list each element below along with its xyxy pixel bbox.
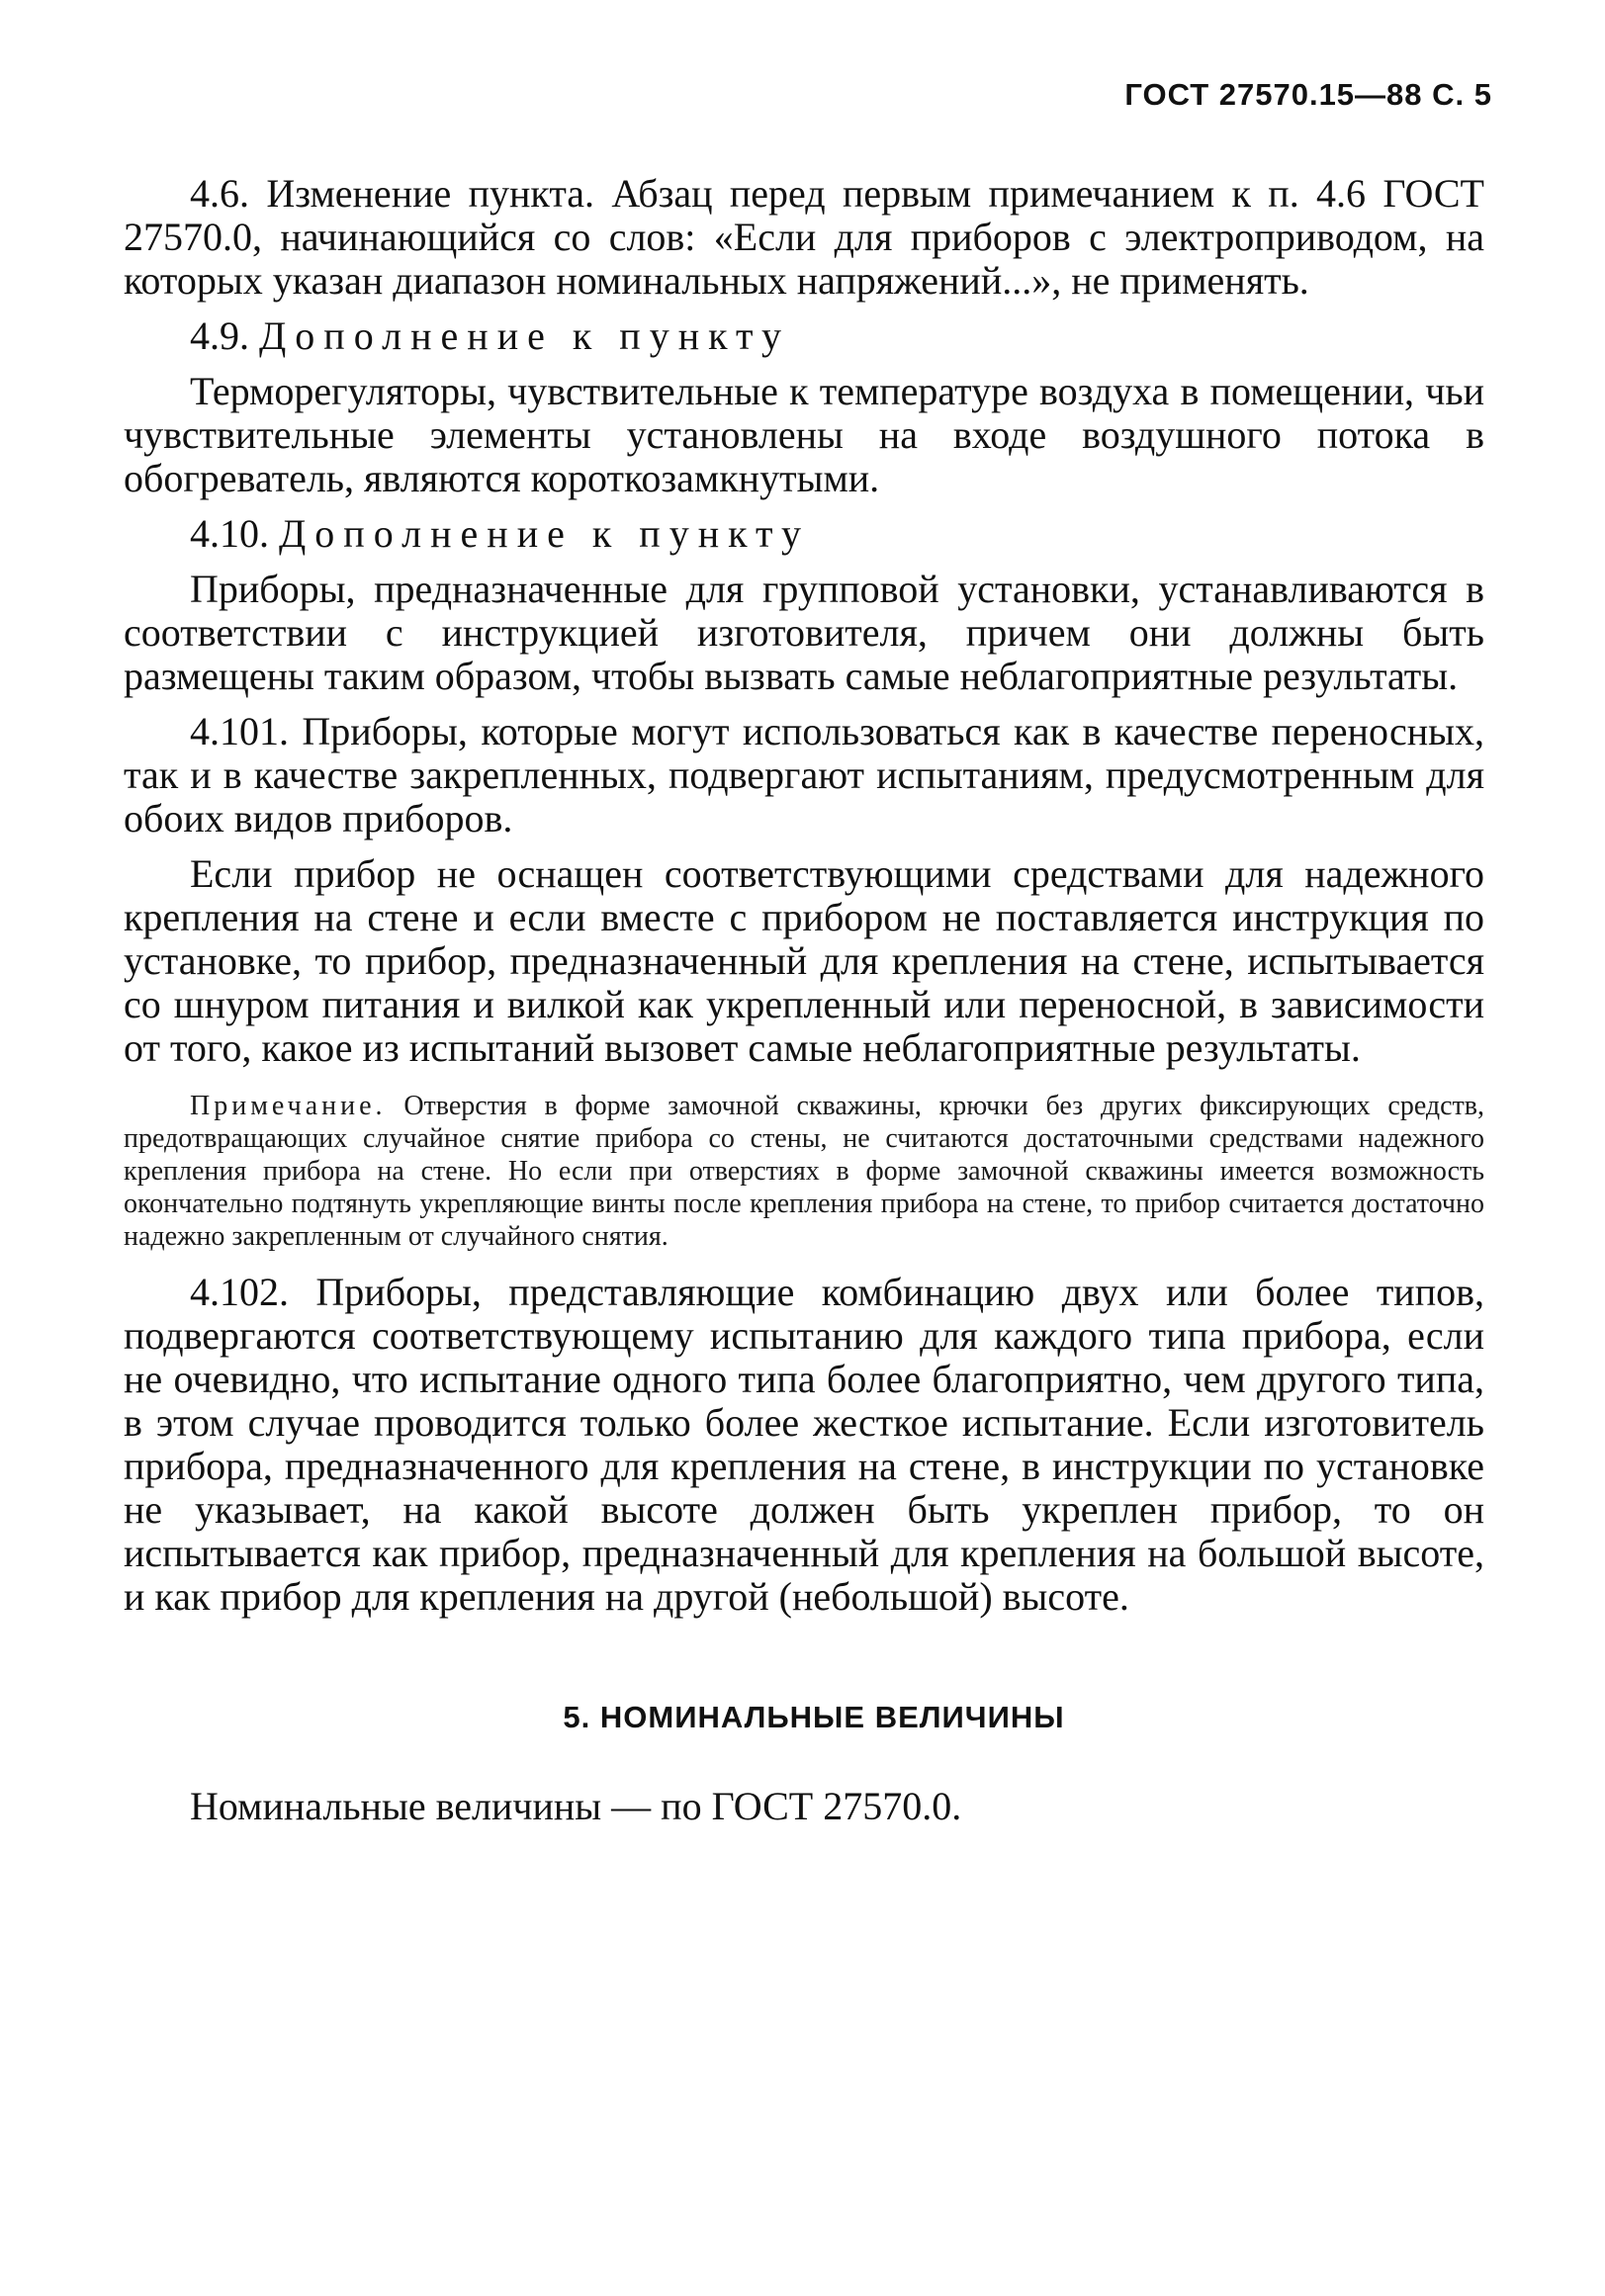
clause-4-9-title: Дополнение к пункту — [259, 313, 790, 358]
paragraph-4-101: 4.101. Приборы, которые могут использоваться как в качестве переносных, так и в качестве закрепленных, подвергают испытаниям, предусмотренным для обоих видов приборов. — [124, 709, 1484, 840]
clause-4-9-number: 4.9. — [190, 313, 249, 358]
note-text: Отверстия в форме замочной скважины, крючки без других фиксирующих средств, предотвращающих случайное снятие прибора со стены, не считаются достаточными средствами надежного крепления прибора на стене. Но если при отверстиях в форме замочной скважины имеется возможность окончательно подтянуть укрепляющие винты после крепления прибора на стене, то прибор считается достаточно надежно закрепленным от случайного снятия. — [124, 1091, 1485, 1252]
paragraph-4-101-continued: Если прибор не оснащен соответствующими средствами для надежного крепления на стене и если вместе с прибором не поставляется инструкция по установке, то прибор, предназначенный для крепления на стене, испытывается со шнуром питания и вилкой как укрепленный или переносной, в зависимости от того, какое из испытаний вызовет самые неблагоприятные результаты. — [124, 851, 1484, 1070]
note-block — [124, 1090, 1484, 1253]
paragraph-4-10: Приборы, предназначенные для групповой установки, устанавливаются в соответствии с инструкцией изготовителя, причем они должны быть размещены таким образом, чтобы вызвать самые неблагоприятные результаты. — [124, 567, 1484, 698]
paragraph-4-6: 4.6. Изменение пункта. Абзац перед первым примечанием к п. 4.6 ГОСТ 27570.0, начинающийся со слов: «Если для приборов с электроприводом, на которых указан диапазон номинальных напряжений...», не применять. — [124, 171, 1484, 303]
paragraph-4-102: 4.102. Приборы, представляющие комбинацию двух или более типов, подвергаются соответствующему испытанию для каждого типа прибора, если не очевидно, что испытание одного типа более благоприятно, чем другого типа, в этом случае проводится только более жесткое испытание. Если изготовитель прибора, предназначенного для крепления на стене, в инструкции по установке не указывает, на какой высоте должен быть укреплен прибор, то он испытывается как прибор, предназначенный для крепления на большой высоте, и как прибор для крепления на другой (небольшой) высоте. — [124, 1270, 1484, 1619]
page-header: ГОСТ 27570.15—88 С. 5 — [1124, 77, 1492, 112]
section-5-text: Номинальные величины — по ГОСТ 27570.0. — [190, 1784, 962, 1828]
clause-4-10-title: Дополнение к пункту — [279, 511, 810, 556]
page-content — [124, 172, 1484, 1828]
paragraph-4-9: Терморегуляторы, чувствительные к температуре воздуха в помещении, чьи чувствительные элементы установлены на входе воздушного потока в обогреватель, являются короткозамкнутыми. — [124, 369, 1484, 500]
clause-4-10-heading — [124, 512, 1484, 556]
clause-4-9-heading — [124, 314, 1484, 358]
section-5-title: 5. НОМИНАЛЬНЫЕ ВЕЛИЧИНЫ — [563, 1700, 1065, 1734]
note-label: Примечание. — [190, 1091, 387, 1121]
clause-4-10-number: 4.10. — [190, 511, 269, 556]
